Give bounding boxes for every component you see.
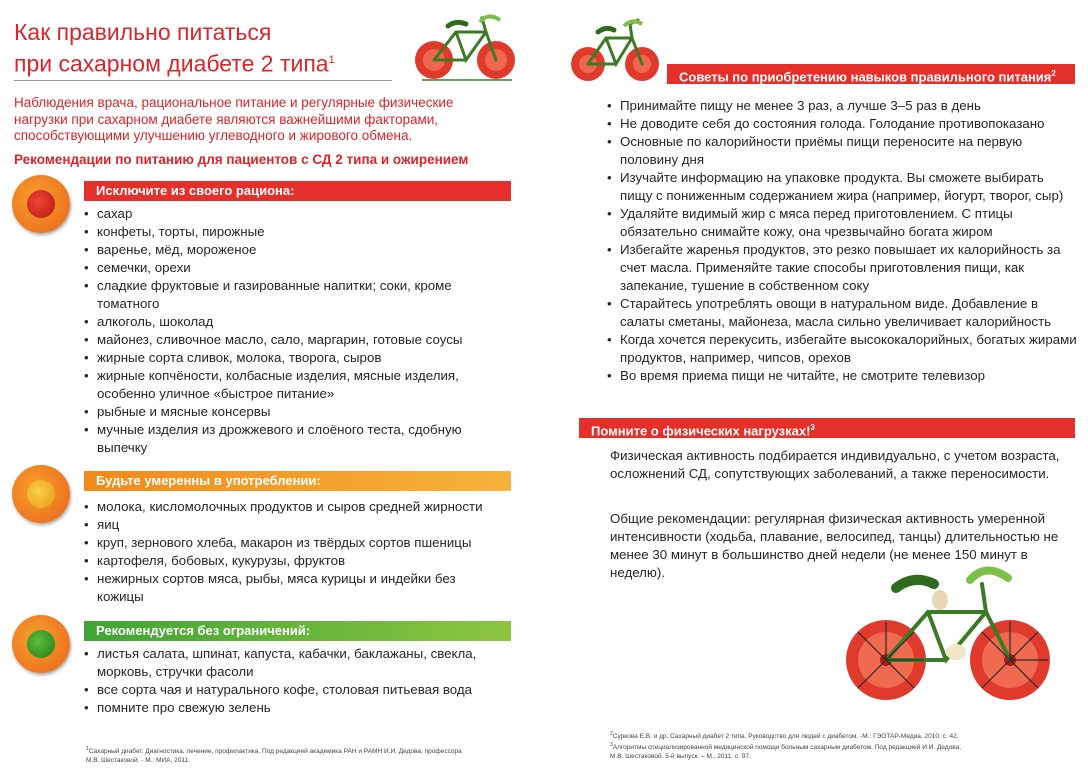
activity-footnote-mark: 3 xyxy=(810,423,815,432)
list-item: • нежирных сортов мяса, рыбы, мяса курицы и индейки без кожицы xyxy=(84,570,504,606)
tips-list xyxy=(607,97,1077,385)
activity-paragraph-2: Общие рекомендации: регулярная физическая активность умеренной интенсивности (ходьба, плавание, велосипед, танцы) длительностью не менее 30 минут в большинство дней недели (не менее 150 минут в неделю). xyxy=(610,511,1059,580)
page-title xyxy=(14,18,394,78)
list-item: • круп, зернового хлеба, макарон из твёрдых сортов пшеницы xyxy=(84,534,504,552)
unlimited-section-header: Рекомендуется без ограничений: xyxy=(84,621,511,641)
list-item: • сладкие фруктовые и газированные напитки; соки, кроме томатного xyxy=(84,277,504,313)
list-item: • жирные копчёности, колбасные изделия, мясные изделия, особенно уличное «быстрое питание» xyxy=(84,367,504,403)
list-item: • Старайтесь употреблять овощи в натуральном виде. Добавление в салаты сметаны, майонеза, масла сильно увеличивает калорийность xyxy=(607,295,1077,331)
red-lamp xyxy=(27,190,55,218)
title-line-2 xyxy=(14,46,394,78)
title-line-2-text: при сахарном диабете 2 типа xyxy=(14,50,329,77)
activity-section-title: Помните о физических нагрузках! xyxy=(591,423,811,439)
title-divider xyxy=(14,80,392,81)
footnote-1-text: Сахарный диабет. Диагностика, лечение, профилактика. Под редакцией академика РАН и РАМН И.И. Дедова, профессора xyxy=(88,748,462,756)
activity-section-header xyxy=(579,418,1075,438)
list-item: • молока, кисломолочных продуктов и сыров средней жирности xyxy=(84,498,504,516)
list-item: • помните про свежую зелень xyxy=(84,699,504,717)
list-item: • жирные сорта сливок, молока, творога, сыров xyxy=(84,349,504,367)
footnotes-right xyxy=(610,730,1070,761)
exclude-list xyxy=(84,205,504,457)
traffic-light-green-icon xyxy=(12,615,70,673)
list-item: • картофеля, бобовых, кукурузы, фруктов xyxy=(84,552,504,570)
list-item: • сахар xyxy=(84,205,504,223)
yellow-lamp xyxy=(27,480,55,508)
green-lamp xyxy=(27,630,55,658)
footnote-1-line-2: М.В. Шестаковой. - М.: МИА, 2011. xyxy=(86,757,190,765)
list-item: • Основные по калорийности приёмы пищи переносите на первую половину дня xyxy=(607,133,1077,169)
tips-footnote-mark: 2 xyxy=(1051,69,1056,78)
footnote-3 xyxy=(610,741,1070,752)
traffic-light-red-icon xyxy=(12,175,70,233)
list-item: • Принимайте пищу не менее 3 раз, а лучше 3–5 раз в день xyxy=(607,97,1077,115)
traffic-light-yellow-icon xyxy=(12,465,70,523)
intro-text: Наблюдения врача, рациональное питание и регулярные физические нагрузки при сахарном диабете являются важнейшими факторами, способствующими улучшению углеводного и жирового обмена. xyxy=(14,95,454,143)
footnote-3-line-2: М.В. Шестаковой. 5-й выпуск. – М., 2011. с. 97. xyxy=(610,753,751,761)
footnote-3-text: Алгоритмы специализированной медицинской помощи больным сахарным диабетом. Под редакцией И.И. Дедова, xyxy=(612,744,962,752)
list-item: • все сорта чая и натурального кофе, столовая питьевая вода xyxy=(84,681,504,699)
vegetable-bicycle-large-icon xyxy=(836,560,1060,708)
title-line-1: Как правильно питаться xyxy=(14,19,272,45)
list-item: • Когда хочется перекусить, избегайте высококалорийных, богатых жирами продуктов, например, чипсов, орехов xyxy=(607,331,1077,367)
tips-section-header xyxy=(667,64,1075,84)
list-item: • Избегайте жаренья продуктов, это резко повышает их калорийность за счет масла. Применяйте такие способы приготовления пищи, как запекание, тушение в собственном соку xyxy=(607,241,1077,295)
moderate-section-header: Будьте умеренны в употреблении: xyxy=(84,471,511,491)
activity-paragraph-1: Физическая активность подбирается индивидуально, с учетом возраста, осложнений СД, сопутствующих заболеваний, а также переносимости. xyxy=(610,448,1060,481)
list-item: • Не доводите себя до состояния голода. Голодание противопоказано xyxy=(607,115,1077,133)
tips-section-title: Советы по приобретению навыков правильного питания xyxy=(679,69,1052,85)
list-item: • семечки, орехи xyxy=(84,259,504,277)
list-item: • алкоголь, шоколад xyxy=(84,313,504,331)
list-item: • рыбные и мясные консервы xyxy=(84,403,504,421)
vegetable-bicycle-small-icon xyxy=(568,14,664,84)
footnote-1-mark: 1 xyxy=(86,746,89,752)
list-item: • листья салата, шпинат, капуста, кабачки, баклажаны, свекла, морковь, стручки фасоли xyxy=(84,645,504,681)
unlimited-list xyxy=(84,645,504,717)
exclude-section-header: Исключите из своего рациона: xyxy=(84,181,511,201)
list-item: • варенье, мёд, мороженое xyxy=(84,241,504,259)
list-item: • Изучайте информацию на упаковке продукта. Вы сможете выбирать пищу с пониженным содержанием жира (например, йогурт, творог, сыр) xyxy=(607,169,1077,205)
moderate-list xyxy=(84,498,504,606)
footnote-1 xyxy=(86,745,486,765)
list-item: • майонез, сливочное масло, сало, маргарин, готовые соусы xyxy=(84,331,504,349)
footnote-2-mark: 2 xyxy=(610,731,613,737)
title-footnote-mark: 1 xyxy=(328,54,335,66)
footnote-3-mark: 3 xyxy=(610,742,613,749)
list-item: • Во время приема пищи не читайте, не смотрите телевизор xyxy=(607,367,1077,385)
footnote-2 xyxy=(610,730,1070,741)
list-item: • Удаляйте видимый жир с мяса перед приготовлением. С птицы обязательно снимайте кожу, она чрезвычайно богата жиром xyxy=(607,205,1077,241)
list-item: • яиц xyxy=(84,516,504,534)
footnote-2-text: Суркова Е.В. и др. Сахарный диабет 2 типа. Руководство для людей с диабетом. -М.: ГЭОТАР-Медиа, 2010. с. 42. xyxy=(612,733,959,741)
footnote-1-line-1 xyxy=(86,745,486,756)
list-item: • конфеты, торты, пирожные xyxy=(84,223,504,241)
vegetable-bicycle-icon xyxy=(408,10,526,82)
recommendations-heading: Рекомендации по питанию для пациентов с СД 2 типа и ожирением xyxy=(14,152,469,167)
list-item: • мучные изделия из дрожжевого и слоёного теста, сдобную выпечку xyxy=(84,421,504,457)
